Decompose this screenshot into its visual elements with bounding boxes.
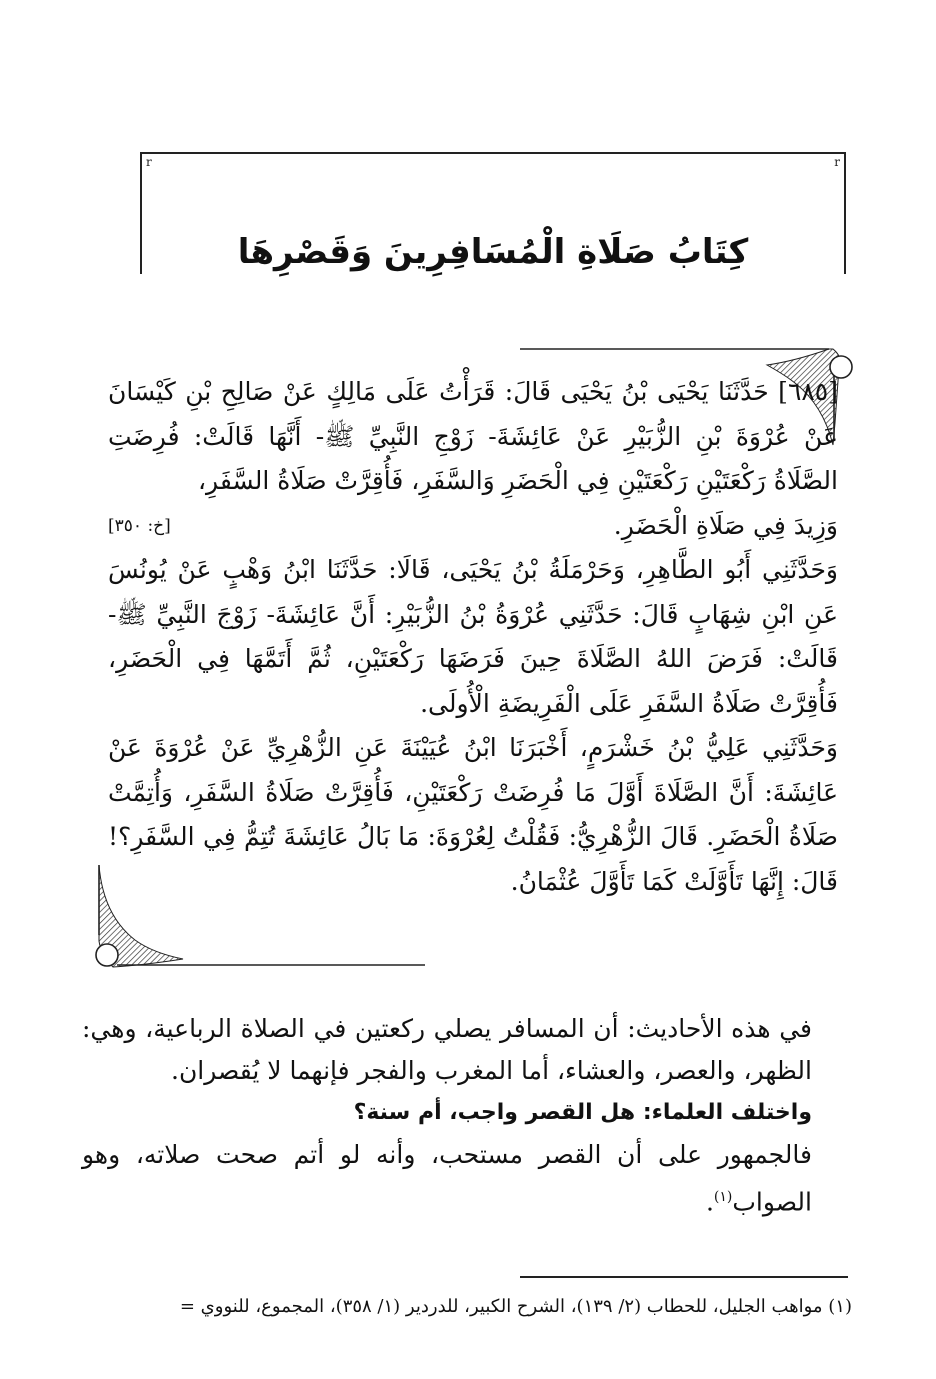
hadith-paragraph-3: وَحَدَّثَنِي عَلِيُّ بْنُ خَشْرَمٍ، أَخْبَرَنَا ابْنُ عُيَيْنَةَ عَنِ الزُّهْرِيِّ عَنْ عُرْوَةَ عَنْ عَائِشَةَ: أَنَّ الصَّلَاةَ أَوَّلَ مَا فُرِضَتْ رَكْعَتَيْنِ، فَأُقِرَّتْ صَلَاةُ السَّفَرِ، وَأُتِمَّتْ صَلَاةُ الْحَضَرِ. قَالَ الزُّهْرِيُّ: فَقُلْتُ لِعُرْوَةَ: مَا بَالُ عَائِشَةَ تُتِمُّ فِي السَّفَرِ؟! قَالَ: إِنَّهَا تَأَوَّلَتْ كَمَا تَأَوَّلَ عُثْمَانُ. xyxy=(108,733,838,896)
bukhari-cross-reference: [خ: ٣٥٠] xyxy=(108,515,171,536)
footnote-1: (١) مواهب الجليل، للحطاب (٢/ ١٣٩)، الشرح الكبير، للدردير (١/ ٣٥٨)، المجموع، للنووي = xyxy=(179,1296,852,1317)
corner-mark-right: r xyxy=(834,155,840,169)
commentary-paragraph-1: في هذه الأحاديث: أن المسافر يصلي ركعتين في الصلاة الرباعية، وهي: الظهر، والعصر، والعشاء، أما المغرب والفجر فإنهما لا يُقصران. xyxy=(82,1014,812,1085)
commentary-paragraph-2 xyxy=(82,1134,848,1223)
footnote-separator xyxy=(520,1276,848,1278)
chapter-title: كِتَابُ صَلَاةِ الْمُسَافِرِينَ وَقَصْرِهَا xyxy=(237,232,749,272)
commentary xyxy=(82,1008,848,1223)
chapter-title-box xyxy=(140,152,846,274)
hadith-text-1: حَدَّثَنَا يَحْيَى بْنُ يَحْيَى قَالَ: قَرَأْتُ عَلَى مَالِكٍ عَنْ صَالِحِ بْنِ كَيْسَانَ عَنْ عُرْوَةَ بْنِ الزُّبَيْرِ عَنْ عَائِشَةَ- زَوْجِ النَّبِيِّ ﷺ- أَنَّهَا قَالَتْ: فُرِضَتِ الصَّلَاةُ رَكْعَتَيْنِ رَكْعَتَيْنِ فِي الْحَضَرِ وَالسَّفَرِ، فَأُقِرَّتْ صَلَاةُ السَّفَرِ، xyxy=(108,377,838,495)
commentary-text-2-end: . xyxy=(705,1187,714,1217)
hadith-paragraph-1-end xyxy=(108,504,838,549)
hadith-paragraph-1 xyxy=(108,370,838,504)
hadith-text-1-end: وَزِيدَ فِي صَلَاةِ الْحَضَرِ. xyxy=(613,510,838,540)
hadith-number: [٦٨٥] xyxy=(778,377,838,406)
hadith-body xyxy=(108,370,838,904)
hadith-paragraph-2: وَحَدَّثَنِي أَبُو الطَّاهِرِ، وَحَرْمَلَةُ بْنُ يَحْيَى، قَالَا: حَدَّثَنَا ابْنُ وَهْبٍ عَنْ يُونُسَ عَنِ ابْنِ شِهَابٍ قَالَ: حَدَّثَنِي عُرْوَةُ بْنُ الزُّبَيْرِ: أَنَّ عَائِشَةَ- زَوْجَ النَّبِيِّ ﷺ- قَالَتْ: فَرَضَ اللهُ الصَّلَاةَ حِينَ فَرَضَهَا رَكْعَتَيْنِ، ثُمَّ أَتَمَّهَا فِي الْحَضَرِ، فَأُقِرَّتْ صَلَاةُ السَّفَرِ عَلَى الْفَرِيضَةِ الْأُولَى. xyxy=(108,555,838,718)
commentary-heading: واختلف العلماء: هل القصر واجب، أم سنة؟ xyxy=(353,1100,812,1125)
corner-mark-left: r xyxy=(146,155,152,169)
footnote-reference[interactable]: (١) xyxy=(713,1189,733,1205)
commentary-text-2: فالجمهور على أن القصر مستحب، وأنه لو أتم صحت صلاته، وهو الصواب xyxy=(82,1140,812,1217)
